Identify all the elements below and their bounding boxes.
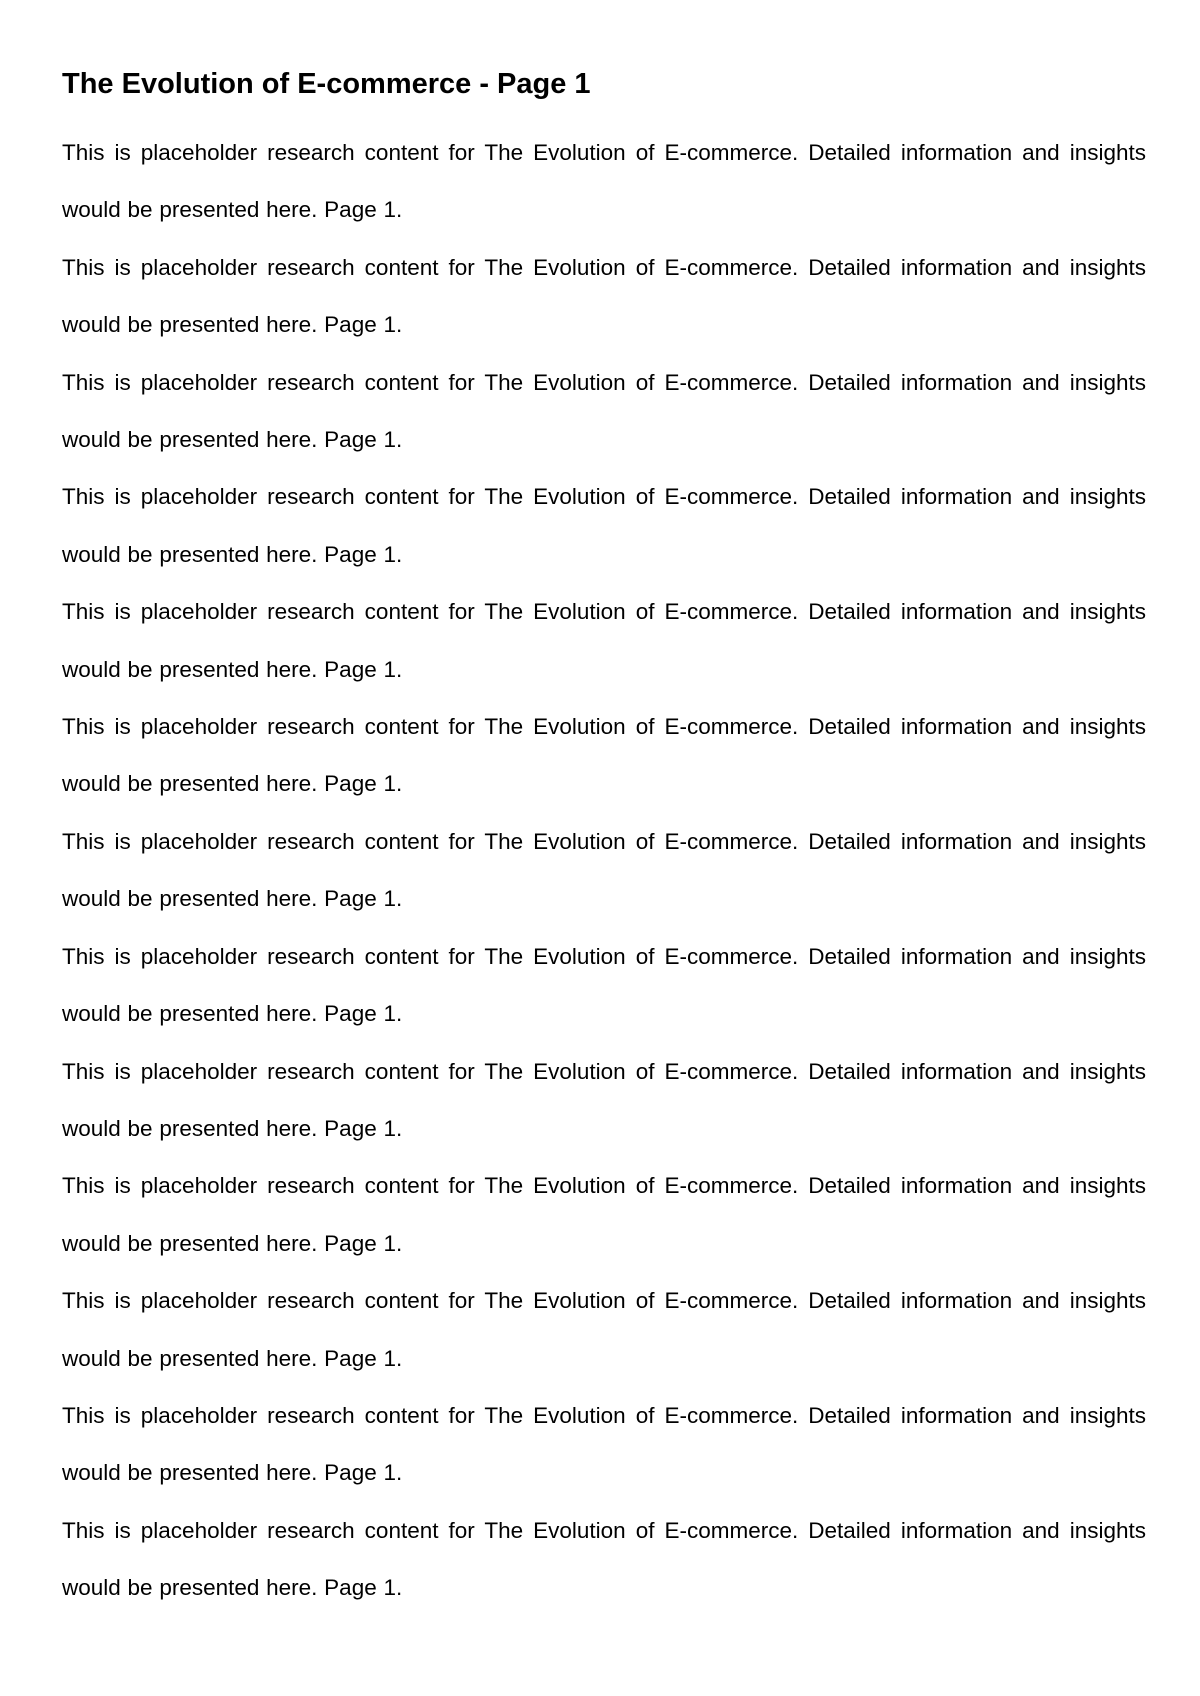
paragraph: This is placeholder research content for The Evolution of E-commerce. Detailed information and insights would be presented here. Page 1. xyxy=(62,254,1146,338)
paragraph: This is placeholder research content for The Evolution of E-commerce. Detailed information and insights would be presented here. Page 1. xyxy=(62,1173,1146,1256)
document-body xyxy=(62,124,1146,1617)
page-title: The Evolution of E-commerce - Page 1 xyxy=(62,68,591,100)
paragraph: This is placeholder research content for The Evolution of E-commerce. Detailed information and insights would be presented here. Page 1. xyxy=(62,714,1146,797)
paragraph: This is placeholder research content for The Evolution of E-commerce. Detailed information and insights would be presented here. Page 1. xyxy=(62,1402,1146,1486)
paragraph: This is placeholder research content for The Evolution of E-commerce. Detailed information and insights would be presented here. Page 1. xyxy=(62,1517,1146,1601)
paragraph: This is placeholder research content for The Evolution of E-commerce. Detailed information and insights would be presented here. Page 1. xyxy=(62,828,1146,912)
paragraph: This is placeholder research content for The Evolution of E-commerce. Detailed information and insights would be presented here. Page 1. xyxy=(62,1288,1146,1371)
paragraph: This is placeholder research content for The Evolution of E-commerce. Detailed information and insights would be presented here. Page 1. xyxy=(62,1058,1146,1141)
paragraph: This is placeholder research content for The Evolution of E-commerce. Detailed information and insights would be presented here. Page 1. xyxy=(62,369,1146,453)
document-page xyxy=(62,62,1146,1617)
paragraph: This is placeholder research content for The Evolution of E-commerce. Detailed information and insights would be presented here. Page 1. xyxy=(62,943,1146,1027)
paragraph: This is placeholder research content for The Evolution of E-commerce. Detailed information and insights would be presented here. Page 1. xyxy=(62,484,1146,567)
paragraph: This is placeholder research content for The Evolution of E-commerce. Detailed information and insights would be presented here. Page 1. xyxy=(62,140,1146,223)
paragraph: This is placeholder research content for The Evolution of E-commerce. Detailed information and insights would be presented here. Page 1. xyxy=(62,599,1146,682)
